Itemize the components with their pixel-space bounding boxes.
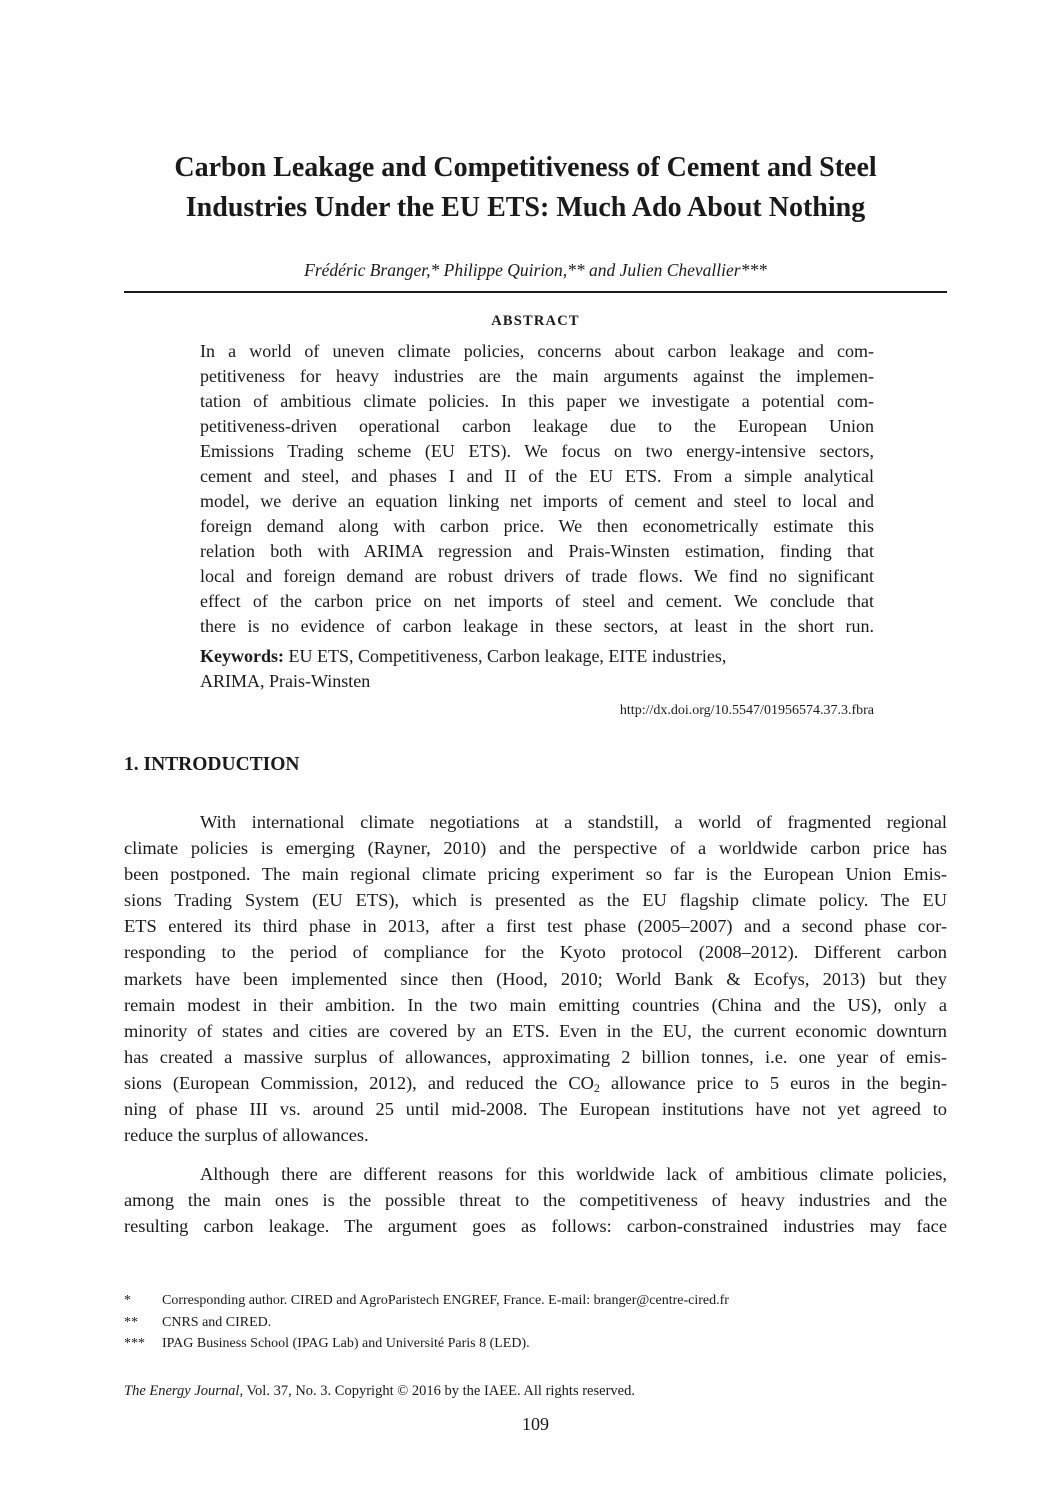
keywords-text-1: EU ETS, Competitiveness, Carbon leakage, EITE industries, <box>284 646 727 666</box>
abstract-line: petitiveness for heavy industries are the main arguments against the implemen- <box>200 366 874 386</box>
body-line-co2 <box>124 1070 947 1096</box>
author-list: Frédéric Branger,* Philippe Quirion,** and Julien Chevallier*** <box>304 260 767 280</box>
footnote-mark: * <box>124 1293 131 1308</box>
abstract-line: model, we derive an equation linking net imports of cement and steel to local and <box>200 491 874 511</box>
body-line: been postponed. The main regional climate pricing experiment so far is the European Union Emis- <box>124 864 947 885</box>
intro-paragraph-2 <box>124 1161 947 1239</box>
page-number: 109 <box>522 1414 549 1434</box>
doi-link[interactable]: http://dx.doi.org/10.5547/01956574.37.3.fbra <box>619 703 874 718</box>
header-rule <box>124 291 947 293</box>
co2-subscript: 2 <box>593 1080 600 1095</box>
keywords-line-1 <box>200 644 874 669</box>
abstract-line: foreign demand along with carbon price. We then econometrically estimate this <box>200 516 874 536</box>
keywords <box>200 644 874 694</box>
intro-paragraph-1 <box>124 809 947 1148</box>
abstract-line: relation both with ARIMA regression and Prais-Winsten estimation, finding that <box>200 541 874 561</box>
co2-line-end: allowance price to 5 euros in the begin- <box>599 1072 947 1093</box>
journal-citation <box>124 1383 635 1400</box>
abstract-line: petitiveness-driven operational carbon leakage due to the European Union <box>200 416 874 436</box>
abstract-line: cement and steel, and phases I and II of the EU ETS. From a simple analytical <box>200 466 874 486</box>
body-line: climate policies is emerging (Rayner, 2010) and the perspective of a worldwide carbon price has <box>124 838 947 859</box>
abstract-line: In a world of uneven climate policies, concerns about carbon leakage and com- <box>200 341 874 361</box>
footnote-text: IPAG Business School (IPAG Lab) and Université Paris 8 (LED). <box>162 1336 530 1351</box>
footnote-text: CNRS and CIRED. <box>162 1314 272 1330</box>
body-line: ETS entered its third phase in 2013, after a first test phase (2005–2007) and a second phase cor- <box>124 916 947 937</box>
abstract-line: tation of ambitious climate policies. In this paper we investigate a potential com- <box>200 391 874 411</box>
body-line: minority of states and cities are covered by an ETS. Even in the EU, the current economic downturn <box>124 1020 947 1041</box>
journal-name: The Energy Journal <box>124 1383 240 1399</box>
body-line: With international climate negotiations at a standstill, a world of fragmented regional <box>200 812 947 832</box>
title-line-1: Carbon Leakage and Competitiveness of Cement and Steel <box>174 152 877 183</box>
abstract-line: local and foreign demand are robust drivers of trade flows. We find no significant <box>200 566 874 586</box>
abstract-body <box>200 339 874 639</box>
body-line: responding to the period of compliance for the Kyoto protocol (2008–2012). Different carbon <box>124 942 947 963</box>
footnote-text: Corresponding author. CIRED and AgroParistech ENGREF, France. E-mail: branger@centre-cired.fr <box>162 1293 729 1308</box>
paper-title <box>0 148 1051 228</box>
title-line-2: Industries Under the EU ETS: Much Ado About Nothing <box>185 192 866 223</box>
body-line: ning of phase III vs. around 25 until mid-2008. The European institutions have not yet agreed to <box>124 1099 947 1120</box>
footnote <box>124 1333 729 1355</box>
body-line: among the main ones is the possible threat to the competitiveness of heavy industries and the <box>124 1190 947 1211</box>
abstract-line: there is no evidence of carbon leakage in these sectors, at least in the short run. <box>200 616 874 636</box>
journal-details: , Vol. 37, No. 3. Copyright © 2016 by the IAEE. All rights reserved. <box>239 1383 635 1399</box>
co2-line-start: sions (European Commission, 2012), and reduced the CO <box>124 1072 594 1093</box>
abstract-line: Emissions Trading scheme (EU ETS). We focus on two energy-intensive sectors, <box>200 441 874 461</box>
body-line: resulting carbon leakage. The argument goes as follows: carbon-constrained industries may face <box>124 1216 947 1237</box>
body-line: sions Trading System (EU ETS), which is presented as the EU flagship climate policy. The EU <box>124 890 947 911</box>
footnotes <box>124 1290 729 1355</box>
keywords-line-2: ARIMA, Prais-Winsten <box>200 671 371 691</box>
section-heading: 1. INTRODUCTION <box>124 754 300 775</box>
body-line: Although there are different reasons for this worldwide lack of ambitious climate policies, <box>200 1164 947 1184</box>
footnote <box>124 1312 729 1334</box>
body-line: markets have been implemented since then (Hood, 2010; World Bank & Ecofys, 2013) but they <box>124 968 947 989</box>
abstract-heading: ABSTRACT <box>491 313 580 329</box>
abstract-line: effect of the carbon price on net imports of steel and cement. We conclude that <box>200 591 874 611</box>
footnote-mark: *** <box>124 1336 145 1351</box>
footnote <box>124 1290 729 1312</box>
body-line: has created a massive surplus of allowances, approximating 2 billion tonnes, i.e. one year of emis- <box>124 1046 947 1067</box>
body-line: remain modest in their ambition. In the two main emitting countries (China and the US), only a <box>124 994 947 1015</box>
keywords-label: Keywords: <box>200 646 284 666</box>
footnote-mark: ** <box>124 1314 138 1330</box>
body-line-last: reduce the surplus of allowances. <box>124 1125 369 1146</box>
